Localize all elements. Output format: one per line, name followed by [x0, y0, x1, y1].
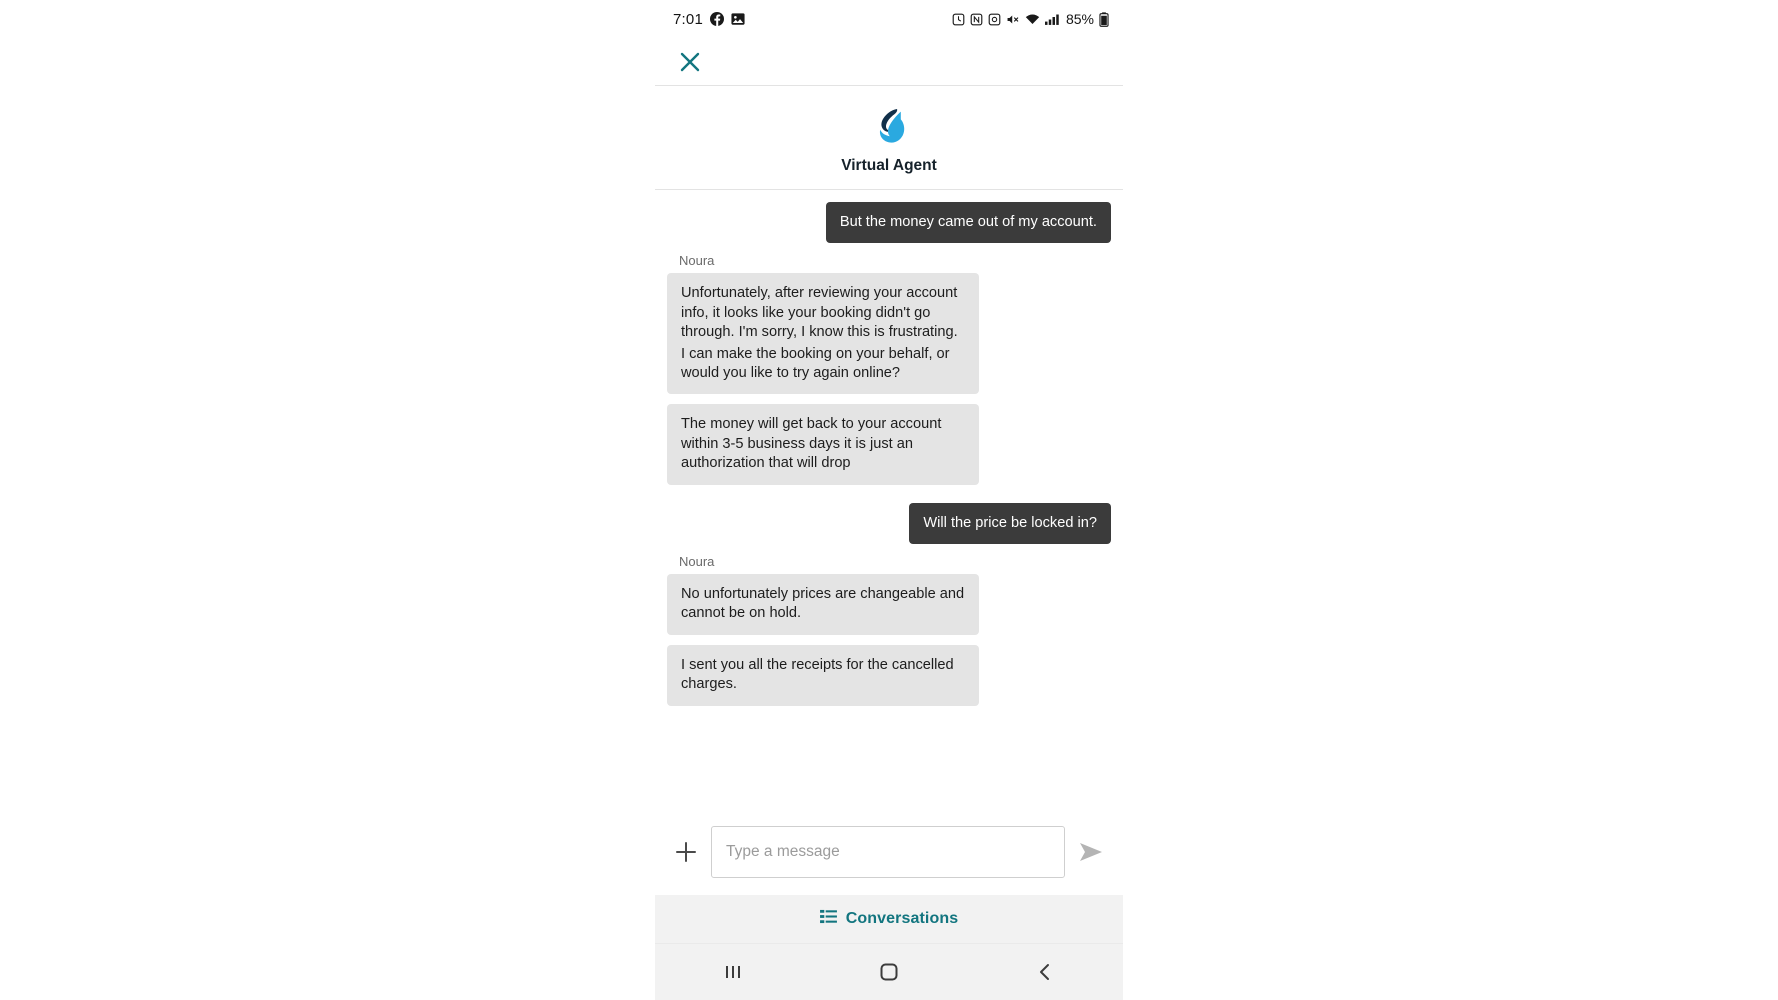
home-icon[interactable]	[857, 949, 921, 995]
list-icon	[820, 909, 837, 929]
message-bubble	[667, 404, 979, 484]
message-bubble	[667, 273, 979, 394]
message-group	[667, 645, 1111, 706]
mute-icon	[1006, 13, 1020, 26]
message-text: Unfortunately, after reviewing your account info, it looks like your booking didn't go through. I'm sorry, I know this is frustrating.	[681, 285, 958, 341]
plus-icon[interactable]	[671, 837, 701, 867]
message-text: Will the price be locked in?	[923, 514, 1097, 531]
recents-icon[interactable]	[701, 949, 765, 995]
message-text: The money will get back to your account within 3-5 business days it is just an authorization that will drop	[681, 416, 942, 472]
battery-percent: 85%	[1065, 11, 1094, 27]
message-row-outgoing	[667, 202, 1111, 243]
message-row-incoming	[667, 404, 1111, 484]
status-bar	[655, 0, 1123, 38]
n-app-icon	[970, 13, 983, 26]
message-row-incoming	[667, 645, 1111, 706]
message-bubble	[667, 574, 979, 635]
alarm-icon	[952, 13, 965, 26]
message-text: I can make the booking on your behalf, or would you like to try again online?	[681, 345, 950, 382]
conversations-bar[interactable]	[655, 895, 1123, 943]
conversations-label: Conversations	[845, 910, 959, 927]
agent-header	[655, 86, 1123, 190]
message-row-incoming	[667, 574, 1111, 635]
status-bar-left	[673, 11, 745, 28]
facebook-icon	[710, 12, 724, 26]
battery-icon	[1099, 12, 1109, 27]
wifi-icon	[1025, 13, 1040, 26]
signal-icon	[1045, 13, 1060, 26]
close-icon[interactable]	[675, 47, 705, 77]
message-group	[667, 253, 1111, 394]
virtual-agent-logo	[866, 104, 912, 148]
message-group	[667, 202, 1111, 243]
message-bubble	[667, 645, 979, 706]
message-sender: Noura	[679, 554, 715, 570]
message-text: But the money came out of my account.	[839, 214, 1097, 230]
message-input[interactable]	[711, 826, 1065, 878]
status-bar-right	[952, 11, 1109, 27]
status-time: 7:01	[673, 10, 703, 28]
message-row-outgoing	[667, 503, 1111, 544]
phone-screen	[655, 0, 1123, 1000]
back-icon[interactable]	[1013, 949, 1077, 995]
android-nav-bar	[655, 943, 1123, 1000]
message-sender: Noura	[679, 253, 715, 269]
close-row	[655, 38, 1123, 86]
chat-thread	[655, 190, 1123, 809]
message-group	[667, 554, 1111, 635]
message-row-incoming	[667, 273, 1111, 394]
message-group	[667, 503, 1111, 544]
screenshot-icon	[988, 13, 1001, 26]
message-text: No unfortunately prices are changeable and cannot be on hold.	[681, 586, 965, 622]
message-text: I sent you all the receipts for the cancelled charges.	[681, 656, 954, 693]
agent-name: Virtual Agent	[841, 157, 937, 174]
send-icon[interactable]	[1075, 836, 1107, 868]
message-group	[667, 404, 1111, 484]
message-composer	[655, 809, 1123, 895]
photos-icon	[731, 12, 745, 26]
message-bubble	[909, 503, 1111, 544]
message-bubble	[826, 202, 1111, 243]
